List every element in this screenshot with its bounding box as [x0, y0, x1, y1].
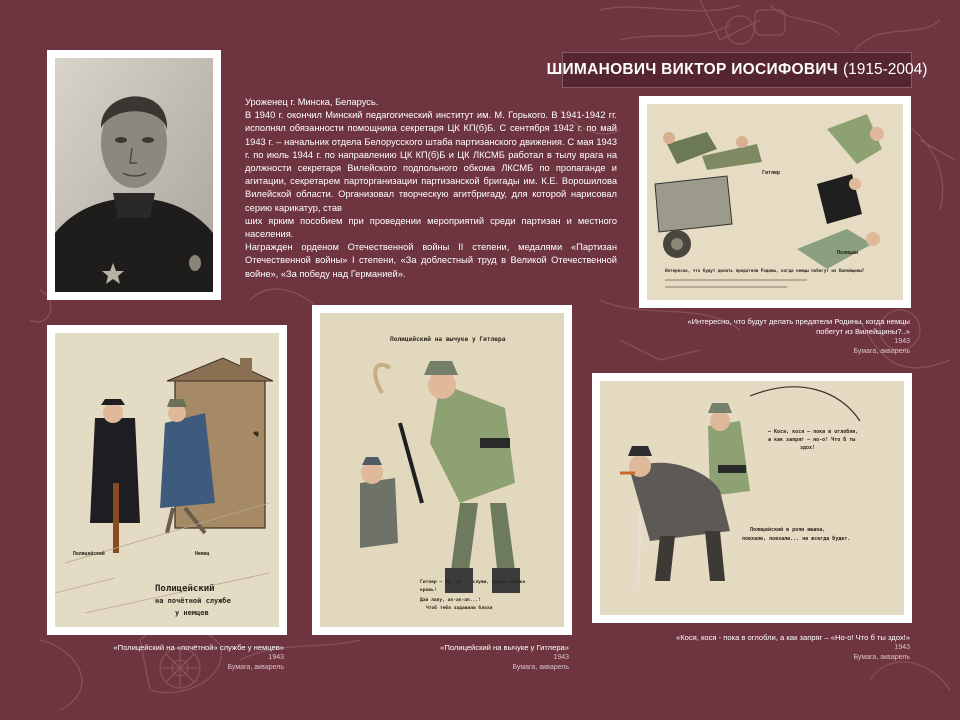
caption-medium: Бумага, акварель	[853, 653, 910, 661]
title-banner	[546, 52, 928, 88]
artwork-policeman-donkey	[600, 381, 904, 615]
artwork-caption	[50, 643, 284, 672]
drawing-dialogue: Дай лапу, ап-ап-ап...!	[420, 598, 481, 603]
label-german: Немец	[195, 552, 210, 557]
label-policeman: Полицейский	[73, 552, 105, 557]
portrait-photo	[55, 58, 213, 292]
bio-paragraph: Награжден орденом Отечественной войны II степени, медалями «Партизан Отечественной войны» I степени, «За доблестный труд в Великой Отечественной войне», «За победу над Германией».	[245, 242, 617, 279]
caption-year: 1943	[268, 654, 284, 661]
artwork-frame	[639, 96, 911, 308]
drawing-caption-line: у немцев	[175, 609, 209, 617]
drawing-inscription: Полицейский в роли ишака,	[750, 527, 826, 533]
drawing-header-inscription: Полицейский на вычуке у Гитлера	[390, 336, 506, 343]
drawing-inscription: поехали, поехали... не всегда будет.	[742, 536, 851, 542]
caption-title: «Интересно, что будут делать предатели Родины, когда немцы побегут из Вилейщины?..»	[687, 317, 910, 336]
drawing-speech: здох!	[800, 445, 816, 451]
drawing-caption-line: Полицейский	[155, 584, 215, 594]
drawing-inscription: Интересно, что будут делать предатели Родины, когда немцы побегут из Вилейщины?	[665, 268, 865, 273]
artwork-policeman-training	[320, 313, 564, 627]
drawing-dialogue: Чтоб тебя задавили блохи	[426, 606, 493, 611]
artwork-frame	[312, 305, 572, 635]
drawing-speech: а как запряг – но-о! Что б ты	[768, 437, 856, 443]
artwork-frame	[592, 373, 912, 623]
caption-year: 1943	[894, 644, 910, 651]
artwork-caption	[650, 633, 910, 662]
label-police: Полицаи	[837, 250, 859, 256]
portrait-frame	[47, 50, 221, 300]
bio-paragraph: Уроженец г. Минска, Беларусь.	[245, 97, 379, 107]
artwork-caption	[329, 643, 569, 672]
caption-title: «Полицейский на «почётной» службе у немцев»	[113, 643, 284, 652]
artwork-policeman-service	[55, 333, 279, 627]
caption-year: 1943	[553, 654, 569, 661]
caption-title: «Кося, кося - пока в оглобли, а как запряг – «Но-о! Что б ты здох!»	[675, 633, 910, 642]
drawing-dialogue: кровь!	[420, 588, 437, 593]
artwork-caption	[680, 317, 910, 356]
bio-paragraph: В 1940 г. окончил Минский педагогический институт им. М. Горького. В 1941-1942 гг. исполнял обязанности помощника секретаря ЦК КП(б)Б. С сентября 1942 г. по май 1943 г. – начальник отдела Белорусского штаба партизанского движения. С мая 1943 г. по июль 1944 г. по направлению ЦК КП(б)Б и ЦК ЛКСМБ работал в тылу врага на должности секретаря Вилейского подпольного обкома ЛКСМБ по пропаганде и агитации, секретарем парторганизации партизанской бригады им. К.Е. Ворошилова Вилейской области. Организовал творческую агитбригаду, для которой нарисовал серию карикатур, став	[245, 110, 617, 213]
drawing-caption-line: на почётной службе	[155, 597, 231, 605]
bio-paragraph: ших ярким пособием при проведении мероприятий среди партизан и местного населения.	[245, 215, 617, 240]
artwork-frame	[47, 325, 287, 635]
caption-medium: Бумага, акварель	[512, 663, 569, 671]
drawing-speech: – Кося, кося – пока в оглобли,	[768, 429, 859, 435]
artwork-traitors-flee	[647, 104, 903, 300]
biography-text	[245, 96, 617, 281]
caption-year: 1943	[894, 338, 910, 345]
label-hitler: Гитлер	[762, 170, 781, 176]
drawing-dialogue: Гитлер – Ну, ну... служи, служи собака	[420, 580, 526, 585]
caption-medium: Бумага, акварель	[227, 663, 284, 671]
artist-years: (1915-2004)	[842, 61, 928, 78]
caption-medium: Бумага, акварель	[853, 347, 910, 355]
caption-title: «Полицейский на вычуке у Гитлера»	[440, 643, 569, 652]
artist-name: ШИМАНОВИЧ ВИКТОР ИОСИФОВИЧ	[546, 61, 838, 78]
